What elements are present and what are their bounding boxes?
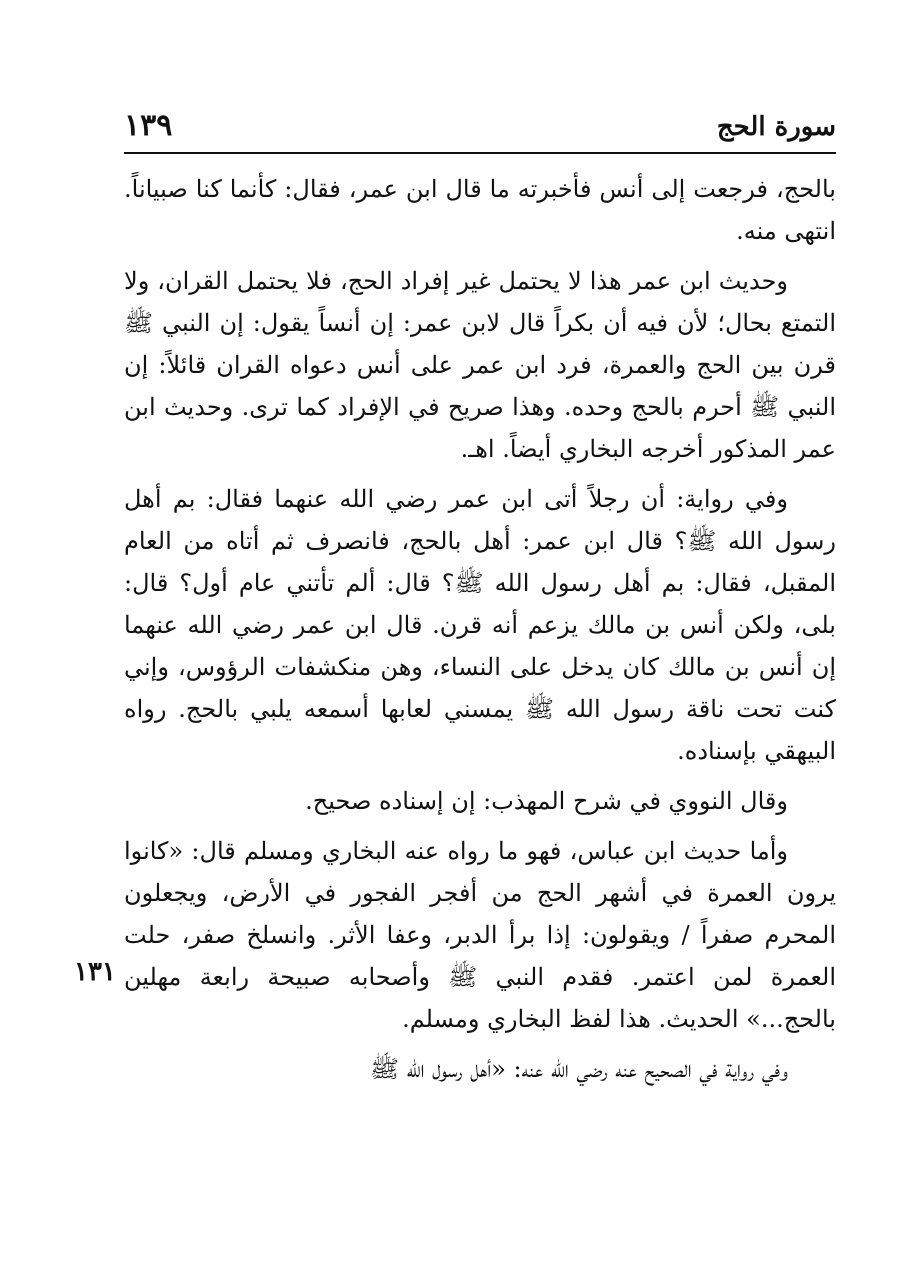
paragraph-4: وقال النووي في شرح المهذب: إن إسناده صحيح. <box>305 787 788 815</box>
header-divider <box>124 152 836 154</box>
surah-title: سورة الحج <box>716 112 836 142</box>
body-text <box>124 168 836 1098</box>
paragraph-2: وحديث ابن عمر هذا لا يحتمل غير إفراد الحج، فلا يحتمل القران، ولا التمتع بحال؛ لأن فيه أن بكراً قال لابن عمر: إن أنساً يقول: إن النبي ﷺ قرن بين الحج والعمرة، فرد ابن عمر على أنس دعواه القران قائلاً: إن النبي ﷺ أحرم بالحج وحده. وهذا صريح في الإفراد كما ترى. وحديث ابن عمر المذكور أخرجه البخاري أيضاً. اهـ. <box>124 267 836 463</box>
paragraph-5: وأما حديث ابن عباس، فهو ما رواه عنه البخاري ومسلم قال: «كانوا يرون العمرة في أشهر الحج من أفجر الفجور في الأرض، ويجعلون المحرم صفراً / ويقولون: إذا برأ الدبر، وعفا الأثر. وانسلخ صفر، حلت العمرة لمن اعتمر. فقدم النبي ﷺ وأصحابه صبيحة رابعة مهلين بالحج...» الحديث. هذا لفظ البخاري ومسلم. <box>124 837 836 1033</box>
paragraph-3: وفي رواية: أن رجلاً أتى ابن عمر رضي الله عنهما فقال: بم أهل رسول الله ﷺ؟ قال ابن عمر: أهل بالحج، فانصرف ثم أتاه من العام المقبل، فقال: بم أهل رسول الله ﷺ؟ قال: ألم تأتني عام أول؟ قال: بلى، ولكن أنس بن مالك يزعم أنه قرن. قال ابن عمر رضي الله عنهما إن أنس بن مالك كان يدخل على النساء، وهن منكشفات الرؤوس، وإني كنت تحت ناقة رسول الله ﷺ يمسني لعابها أسمعه يلبي بالحج. رواه البيهقي بإسناده. <box>124 485 837 765</box>
paragraph-1: بالحج، فرجعت إلى أنس فأخبرته ما قال ابن عمر، فقال: كأنما كنا صبياناً. انتهى منه. <box>124 175 836 245</box>
page-header <box>124 108 836 150</box>
paragraph-6: وفي رواية في الصحيح عنه رضي الله عنه: «أهل رسول الله ﷺ <box>369 1055 788 1083</box>
margin-page-reference: ١٣١ <box>74 957 116 987</box>
page-number: ١٣٩ <box>124 108 173 143</box>
